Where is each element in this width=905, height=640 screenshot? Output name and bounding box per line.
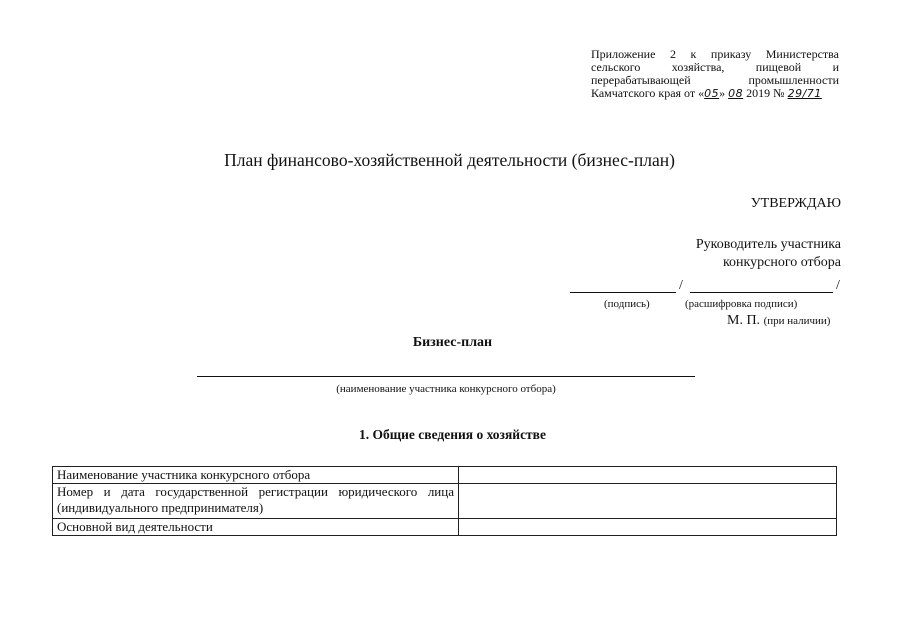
handwritten-month: 08	[728, 87, 744, 100]
handwritten-day: 05	[704, 87, 720, 100]
handwritten-number: 29/71	[787, 87, 822, 100]
section-1-title: 1. Общие сведения о хозяйстве	[359, 427, 546, 442]
stamp-note: (при наличии)	[763, 315, 831, 327]
signature-row	[0, 278, 905, 294]
signature-caption: (подпись)	[604, 298, 650, 310]
head-line-1: Руководитель участника	[695, 237, 841, 252]
appendix-line-4	[591, 87, 839, 100]
signature-separator: /	[679, 278, 683, 293]
appendix-line-1: Приложение 2 к приказу Министерства	[591, 47, 839, 61]
row-value	[459, 519, 837, 536]
table-row	[53, 467, 837, 484]
row-label: Основной вид деятельности	[53, 519, 459, 536]
stamp-place	[727, 313, 830, 329]
row-value	[459, 484, 837, 519]
appendix-line-3: перерабатывающей промышленности	[591, 73, 839, 87]
appendix-mid: »	[719, 86, 726, 100]
appendix-prefix: Камчатского края от «	[591, 86, 705, 100]
appendix-line-2: сельского хозяйства, пищевой и	[591, 60, 839, 74]
signature-end: /	[836, 278, 840, 293]
participant-name-caption: (наименование участника конкурсного отбора)	[336, 383, 556, 395]
participant-name-line	[197, 376, 695, 377]
head-of-participant-label	[621, 236, 841, 272]
business-plan-title: Бизнес-план	[412, 335, 493, 350]
table-row	[53, 484, 837, 519]
table-row	[53, 519, 837, 536]
signature-decoding-line	[690, 278, 833, 293]
general-info-table	[52, 466, 837, 536]
appendix-year: 2019 №	[746, 86, 785, 100]
head-line-2: конкурсного отбора	[722, 255, 841, 270]
document-title: План финансово-хозяйственной деятельности (бизнес-план)	[224, 150, 675, 170]
row-value	[459, 467, 837, 484]
stamp-label: М. П.	[727, 313, 761, 328]
signature-line	[570, 278, 676, 293]
appendix-reference	[591, 48, 839, 100]
decoding-caption: (расшифровка подписи)	[685, 298, 798, 310]
row-label: Номер и дата государственной регистрации юридического лица (индивидуального предпринимателя)	[53, 484, 459, 519]
row-label: Наименование участника конкурсного отбора	[53, 467, 459, 484]
approve-label: УТВЕРЖДАЮ	[750, 196, 841, 211]
